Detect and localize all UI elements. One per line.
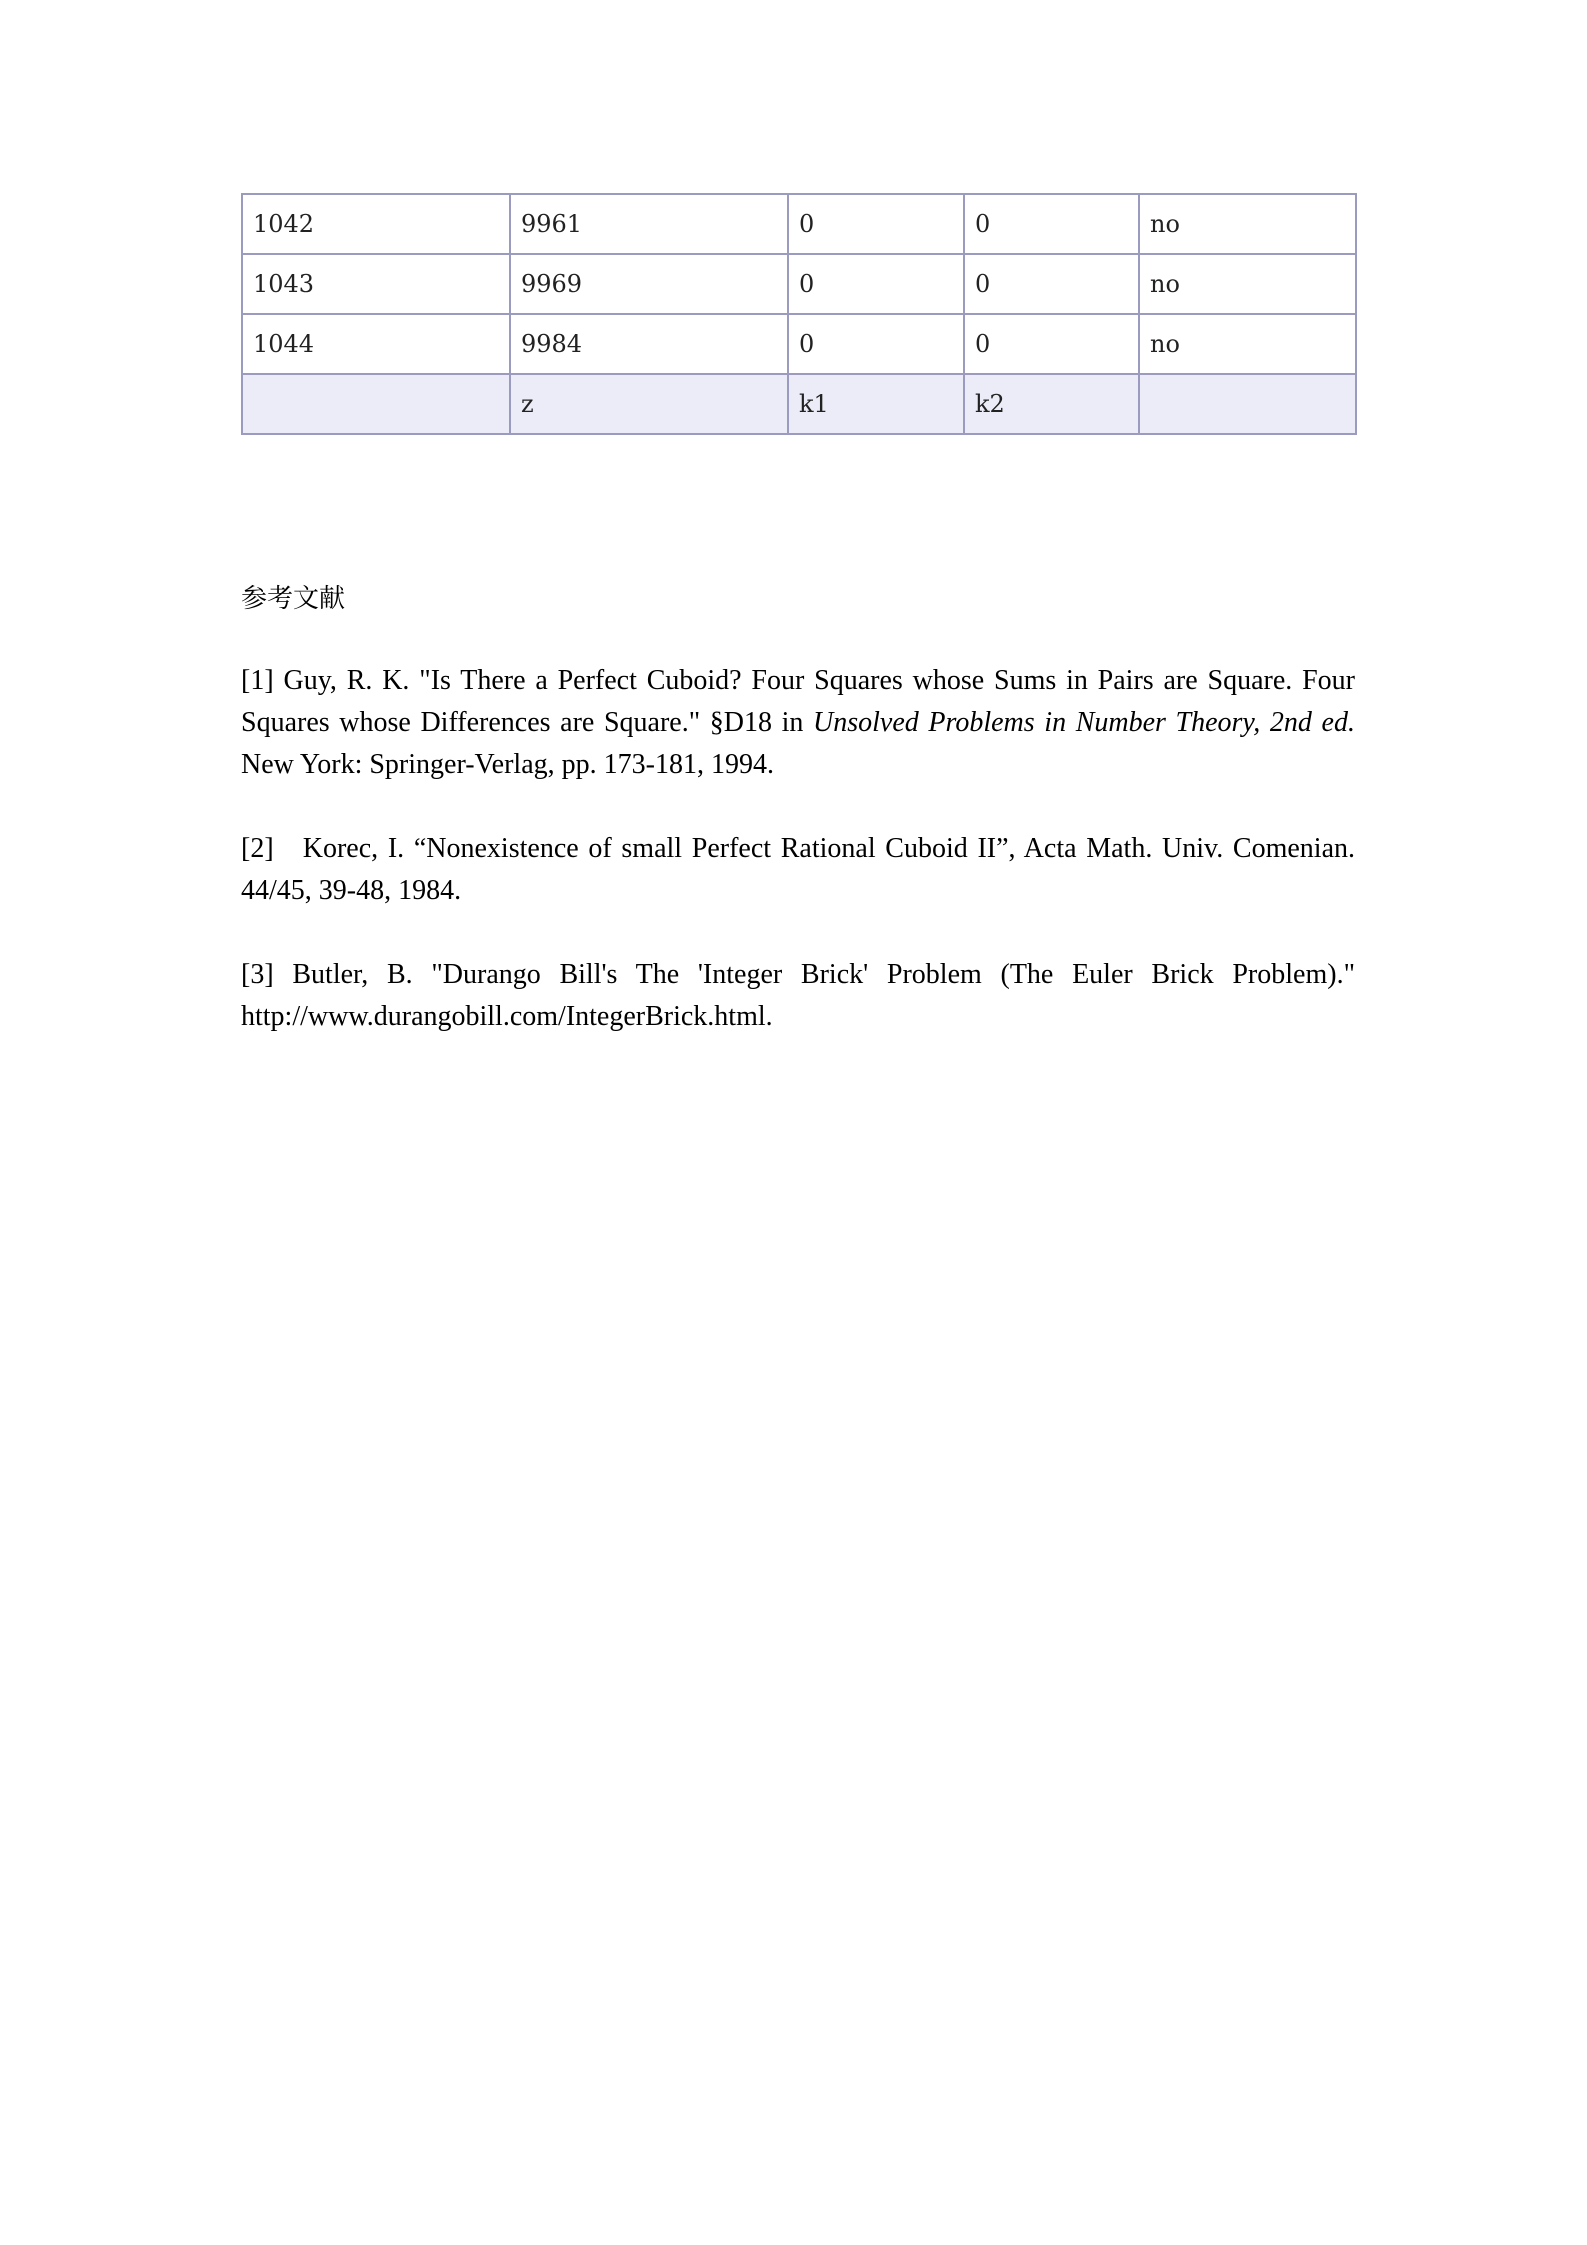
table-cell: 0 [964, 314, 1139, 374]
reference-text: [2] Korec, I. “Nonexistence of small Perfect Rational Cuboid II”, Acta Math. Univ. Comenian. 44/45, 39-48, 1984. [241, 833, 1355, 906]
table-row [242, 314, 1356, 374]
table-cell: 0 [964, 254, 1139, 314]
table-cell: no [1139, 194, 1356, 254]
table-cell: no [1139, 254, 1356, 314]
table-cell: 0 [788, 254, 964, 314]
table-footer-cell: z [510, 374, 788, 434]
table-footer-cell: k1 [788, 374, 964, 434]
table-footer-cell [242, 374, 510, 434]
table-footer-cell: k2 [964, 374, 1139, 434]
table-cell: 1042 [242, 194, 510, 254]
table-cell: 0 [788, 194, 964, 254]
table-cell: 1043 [242, 254, 510, 314]
table-footer-cell [1139, 374, 1356, 434]
references-section [241, 578, 1355, 1080]
reference-text: [1] Guy, R. K. "Is There a Perfect Cuboid? Four Squares whose Sums in Pairs are Square. Four Squares whose Differences are Square." §D18 in [241, 665, 1355, 738]
reference-text-tail: New York: Springer-Verlag, pp. 173-181, 1994. [241, 749, 774, 780]
reference-item [241, 828, 1355, 912]
reference-book-title: Unsolved Problems in Number Theory, 2nd ed. [813, 707, 1355, 738]
reference-text: [3] Butler, B. "Durango Bill's The 'Integer Brick' Problem (The Euler Brick Problem)." http://www.durangobill.com/IntegerBrick.html. [241, 959, 1355, 1032]
table-cell: 1044 [242, 314, 510, 374]
table-row [242, 254, 1356, 314]
reference-item [241, 660, 1355, 786]
table-cell: 9984 [510, 314, 788, 374]
reference-item [241, 954, 1355, 1038]
table-row [242, 194, 1356, 254]
table-footer-row [242, 374, 1356, 434]
table-cell: no [1139, 314, 1356, 374]
table-cell: 9969 [510, 254, 788, 314]
table-cell: 0 [788, 314, 964, 374]
table-cell: 9961 [510, 194, 788, 254]
results-table [241, 193, 1357, 435]
references-heading: 参考文献 [241, 584, 346, 614]
table-cell: 0 [964, 194, 1139, 254]
